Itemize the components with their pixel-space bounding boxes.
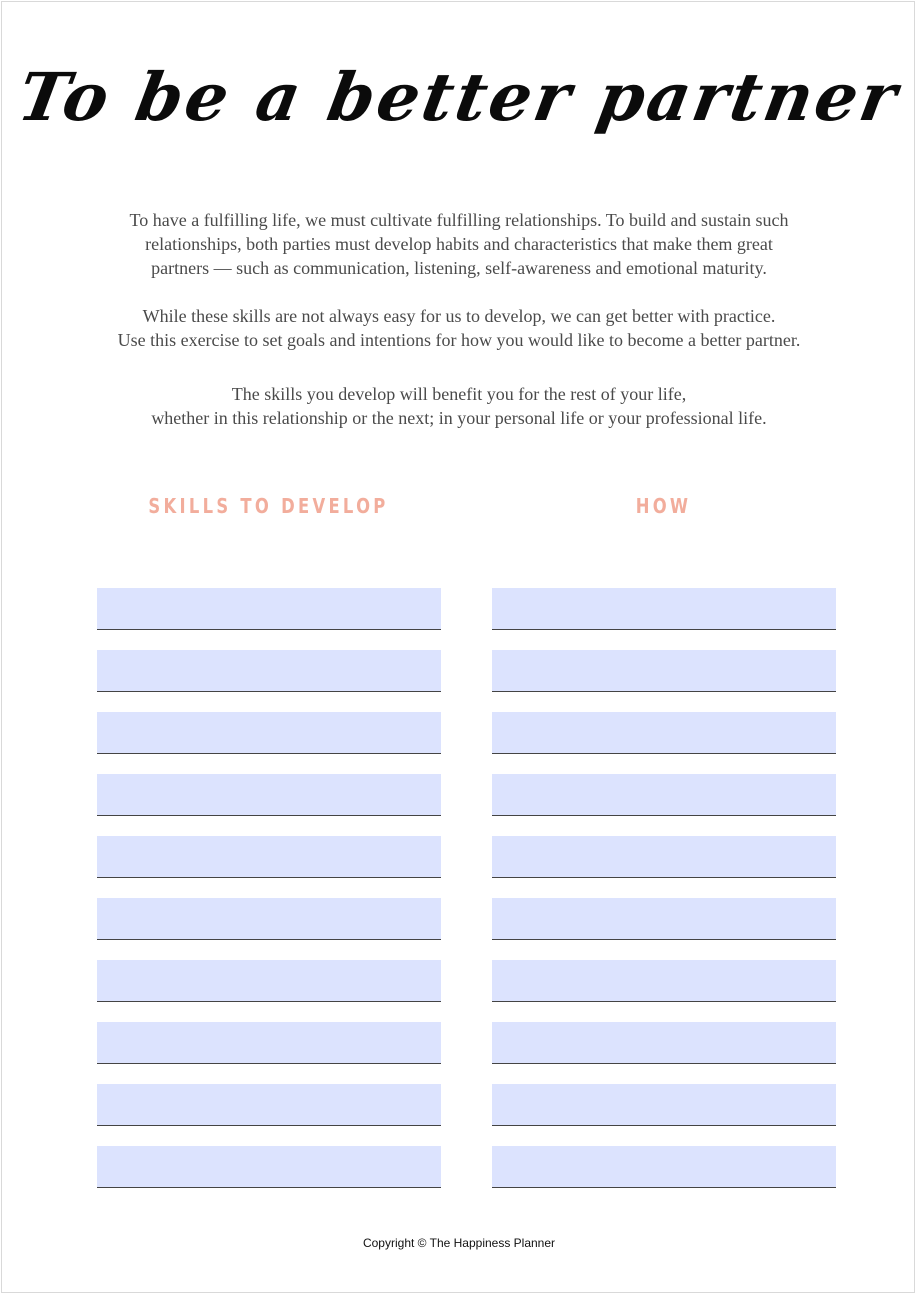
how-field-3[interactable] <box>492 712 836 754</box>
skills-column-header: SKILLS TO DEVELOP <box>148 494 389 518</box>
skills-field-list <box>97 588 441 1208</box>
skill-field-4[interactable] <box>97 774 441 816</box>
how-field-10[interactable] <box>492 1146 836 1188</box>
intro-line: partners — such as communication, listening, self-awareness and emotional maturity. <box>151 258 767 278</box>
skill-field-5[interactable] <box>97 836 441 878</box>
how-field-2[interactable] <box>492 650 836 692</box>
how-field-5[interactable] <box>492 836 836 878</box>
how-field-4[interactable] <box>492 774 836 816</box>
skill-field-8[interactable] <box>97 1022 441 1064</box>
how-field-9[interactable] <box>492 1084 836 1126</box>
skill-field-9[interactable] <box>97 1084 441 1126</box>
how-field-6[interactable] <box>492 898 836 940</box>
intro-line: To have a fulfilling life, we must cultivate fulfilling relationships. To build and sustain such <box>129 210 789 230</box>
skill-field-7[interactable] <box>97 960 441 1002</box>
intro-line: The skills you develop will benefit you for the rest of your life, <box>231 384 687 404</box>
intro-line: relationships, both parties must develop habits and characteristics that make them great <box>145 234 773 254</box>
skill-field-10[interactable] <box>97 1146 441 1188</box>
worksheet-page <box>1 1 915 1293</box>
skill-field-2[interactable] <box>97 650 441 692</box>
intro-paragraph-1 <box>62 208 856 280</box>
copyright-footer: Copyright © The Happiness Planner <box>362 1236 556 1250</box>
skill-field-3[interactable] <box>97 712 441 754</box>
how-field-7[interactable] <box>492 960 836 1002</box>
intro-line: Use this exercise to set goals and intentions for how you would like to become a better partner. <box>117 330 801 350</box>
page-title: To be a better partner <box>12 58 906 136</box>
intro-paragraph-3 <box>62 382 856 430</box>
how-field-8[interactable] <box>492 1022 836 1064</box>
intro-line: While these skills are not always easy for us to develop, we can get better with practice. <box>142 306 776 326</box>
how-field-list <box>492 588 836 1208</box>
how-column-header: HOW <box>635 494 692 518</box>
skill-field-1[interactable] <box>97 588 441 630</box>
skill-field-6[interactable] <box>97 898 441 940</box>
how-field-1[interactable] <box>492 588 836 630</box>
intro-paragraph-2 <box>62 304 856 352</box>
intro-line: whether in this relationship or the next; in your personal life or your professional life. <box>151 408 767 428</box>
